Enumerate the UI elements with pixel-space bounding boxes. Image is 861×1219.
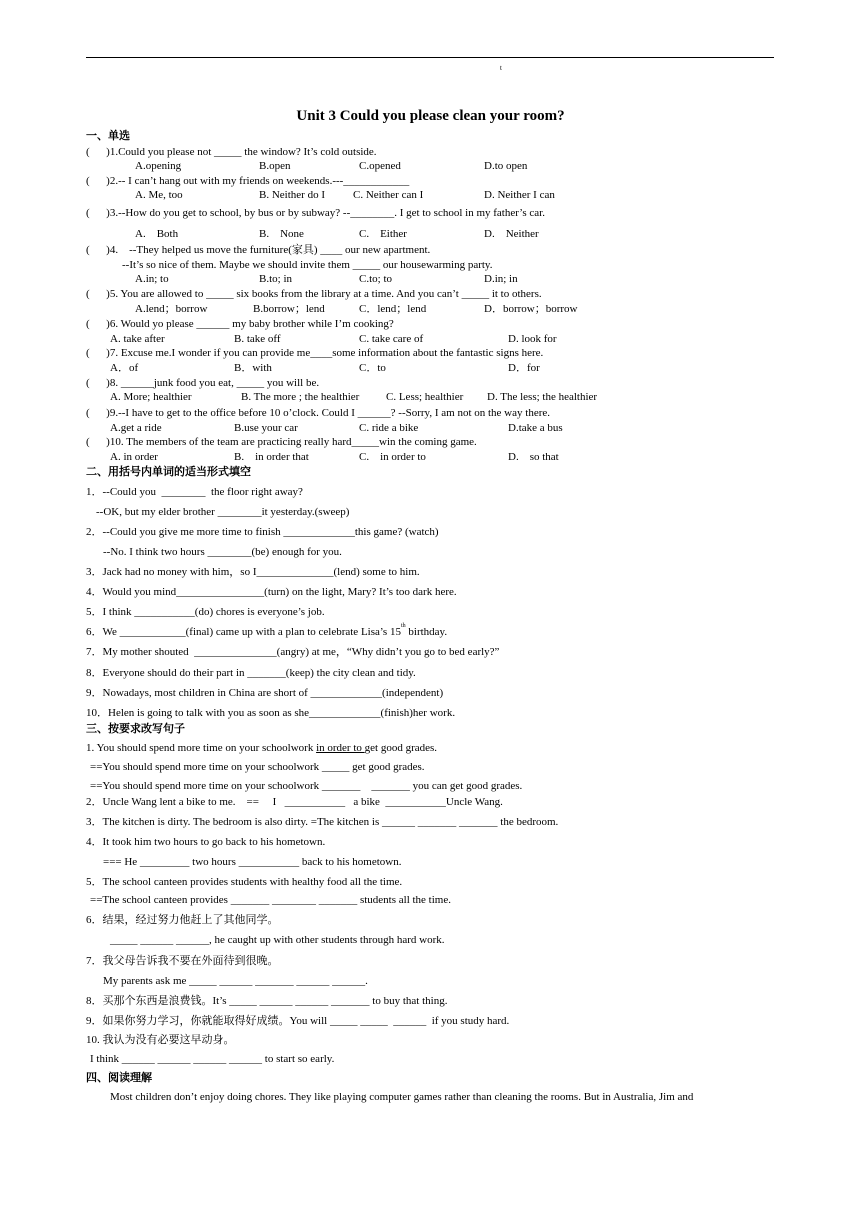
section-heading-1: 一、单选 xyxy=(86,130,130,142)
q6-option-b: B. take off xyxy=(234,333,281,345)
rewrite-item-1-text: 1. You should spend more time on your schoolwork xyxy=(86,742,317,754)
page-title: Unit 3 Could you please clean your room? xyxy=(296,108,565,124)
fill-item-7: 7．My mother shouted _______________(angry) at me，“Why didn’t you go to bed early?” xyxy=(86,646,500,658)
section-heading-4: 四、阅读理解 xyxy=(86,1072,152,1084)
q1-option-a: A.opening xyxy=(135,160,182,172)
q4-option-d: D.in; in xyxy=(484,273,518,285)
rewrite-item-10: 10. 我认为没有必要这早动身。 xyxy=(86,1034,235,1046)
rewrite-item-7: 7．我父母告诉我不要在外面待到很晚。 xyxy=(86,955,279,967)
question-10: ( )10. The members of the team are practicing really hard_____win the coming game. xyxy=(86,436,477,448)
question-3: ( )3.--How do you get to school, by bus or by subway? --________. I get to school in my father’s car. xyxy=(86,207,545,219)
q6-option-c: C. take care of xyxy=(359,333,424,345)
q7-option-a: A．of xyxy=(110,362,139,374)
q4-option-b: B.to; in xyxy=(259,273,293,285)
q9-option-b: B.use your car xyxy=(234,422,298,434)
header-rule xyxy=(86,57,774,58)
q6-option-a: A. take after xyxy=(110,333,165,345)
rewrite-item-4: 4．It took him two hours to go back to his hometown. xyxy=(86,836,326,848)
q10-option-c: C. in order to xyxy=(359,451,426,463)
rewrite-item-1-tail: get good grades. xyxy=(364,742,438,754)
q8-option-b: B. The more ; the healthier xyxy=(241,391,360,403)
rewrite-item-4-answer: === He _________ two hours ___________ back to his hometown. xyxy=(103,856,402,868)
rewrite-item-1-variant-a: ==You should spend more time on your schoolwork _____ get good grades. xyxy=(90,761,425,773)
rewrite-item-9: 9．如果你努力学习，你就能取得好成绩。You will _____ _____ ______ if you study hard. xyxy=(86,1015,510,1027)
q5-option-d: D．borrow；borrow xyxy=(484,303,578,315)
q8-option-c: C. Less; healthier xyxy=(386,391,464,403)
rewrite-item-10-answer: I think ______ ______ ______ ______ to start so early. xyxy=(90,1053,335,1065)
rewrite-item-3: 3．The kitchen is dirty. The bedroom is also dirty. =The kitchen is ______ _______ _______ the bedroom. xyxy=(86,816,559,828)
rewrite-item-5-answer: ==The school canteen provides _______ ________ _______ students all the time. xyxy=(90,894,451,906)
q4-option-a: A.in; to xyxy=(135,273,169,285)
underlined-phrase: in order to xyxy=(316,742,365,754)
fill-item-6-tail: birthday. xyxy=(405,626,448,638)
q9-option-d: D.take a bus xyxy=(508,422,563,434)
rewrite-item-5: 5．The school canteen provides students with healthy food all the time. xyxy=(86,876,403,888)
fill-item-2: 2．--Could you give me more time to finish _____________this game? (watch) xyxy=(86,526,439,538)
question-5: ( )5. You are allowed to _____ six books from the library at a time. And you can’t _____ it to others. xyxy=(86,288,542,300)
q5-option-a: A.lend；borrow xyxy=(135,303,208,315)
q9-option-a: A.get a ride xyxy=(110,422,162,434)
rewrite-item-1-variant-b: ==You should spend more time on your schoolwork _______ _______ you can get good grades. xyxy=(90,780,523,792)
rewrite-item-6-answer: _____ ______ ______, he caught up with other students through hard work. xyxy=(110,934,445,946)
q8-option-a: A. More; healthier xyxy=(110,391,192,403)
q7-option-d: D．for xyxy=(508,362,540,374)
q6-option-d: D. look for xyxy=(508,333,557,345)
q10-option-d: D. so that xyxy=(508,451,559,463)
fill-item-1-reply: --OK, but my elder brother ________it yesterday.(sweep) xyxy=(96,506,350,518)
q10-option-a: A. in order xyxy=(110,451,158,463)
fill-item-9: 9．Nowadays, most children in China are short of _____________(independent) xyxy=(86,687,444,699)
q1-option-c: C.opened xyxy=(359,160,401,172)
q10-option-b: B. in order that xyxy=(234,451,309,463)
q3-option-b: B. None xyxy=(259,228,304,240)
q5-option-b: B.borrow；lend xyxy=(253,303,325,315)
rewrite-item-7-answer: My parents ask me _____ ______ _______ ______ ______. xyxy=(103,975,368,987)
q9-option-c: C. ride a bike xyxy=(359,422,419,434)
fill-item-4: 4．Would you mind________________(turn) on the light, Mary? It’s too dark here. xyxy=(86,586,457,598)
q2-option-c: C. Neither can I xyxy=(353,189,424,201)
question-4: ( )4. --They helped us move the furniture(家具) ____ our new apartment. xyxy=(86,244,431,256)
q1-option-d: D.to open xyxy=(484,160,528,172)
q1-option-b: B.open xyxy=(259,160,291,172)
q7-option-c: C．to xyxy=(359,362,386,374)
rewrite-item-6: 6．结果，经过努力他赶上了其他同学。 xyxy=(86,914,279,926)
q2-option-a: A. Me, too xyxy=(135,189,183,201)
q4-option-c: C.to; to xyxy=(359,273,393,285)
q5-option-c: C．lend；lend xyxy=(359,303,427,315)
q3-option-d: D. Neither xyxy=(484,228,539,240)
q3-option-c: C. Either xyxy=(359,228,407,240)
q2-option-b: B. Neither do I xyxy=(259,189,325,201)
fill-item-6 xyxy=(86,623,448,639)
q3-option-a: A. Both xyxy=(135,228,179,240)
question-8: ( )8. ______junk food you eat, _____ you will be. xyxy=(86,377,320,389)
fill-item-1: 1．--Could you ________ the floor right away? xyxy=(86,486,303,498)
question-9: ( )9.--I have to get to the office before 10 o’clock. Could I ______? --Sorry, I am not on the way there. xyxy=(86,407,550,419)
question-2: ( )2.-- I can’t hang out with my friends on weekends.---____________ xyxy=(86,175,410,187)
reading-paragraph: Most children don’t enjoy doing chores. They like playing computer games rather than cleaning the rooms. But in Australia, Jim and xyxy=(110,1091,694,1103)
fill-item-8: 8．Everyone should do their part in _______(keep) the city clean and tidy. xyxy=(86,667,416,679)
question-1: ( )1.Could you please not _____ the window? It’s cold outside. xyxy=(86,146,377,158)
rewrite-item-2: 2．Uncle Wang lent a bike to me. == I ___________ a bike ___________Uncle Wang. xyxy=(86,796,503,808)
question-7: ( )7. Excuse me.I wonder if you can provide me____some information about the fantastic signs here. xyxy=(86,347,544,359)
q2-option-d: D. Neither I can xyxy=(484,189,555,201)
fill-item-5: 5．I think ___________(do) chores is everyone’s job. xyxy=(86,606,325,618)
question-4-reply: --It’s so nice of them. Maybe we should invite them _____ our housewarming party. xyxy=(122,259,493,271)
section-heading-3: 三、按要求改写句子 xyxy=(86,723,185,735)
fill-item-2-reply: --No. I think two hours ________(be) enough for you. xyxy=(103,546,342,558)
q8-option-d: D. The less; the healthier xyxy=(487,391,598,403)
header-mark: t xyxy=(500,64,502,72)
section-heading-2: 二、用括号内单词的适当形式填空 xyxy=(86,466,251,478)
fill-item-6-text: 6．We ____________(final) came up with a plan to celebrate Lisa’s 15 xyxy=(86,626,401,638)
question-6: ( )6. Would yo please ______ my baby brother while I’m cooking? xyxy=(86,318,394,330)
q7-option-b: B．with xyxy=(234,362,272,374)
rewrite-item-8: 8．买那个东西是浪费钱。It’s _____ ______ ______ _______ to buy that thing. xyxy=(86,995,448,1007)
ordinal-suffix: th xyxy=(400,623,406,629)
fill-item-3: 3．Jack had no money with him，so I______________(lend) some to him. xyxy=(86,566,420,578)
rewrite-item-1 xyxy=(86,742,437,755)
fill-item-10: 10．Helen is going to talk with you as soon as she_____________(finish)her work. xyxy=(86,707,456,719)
